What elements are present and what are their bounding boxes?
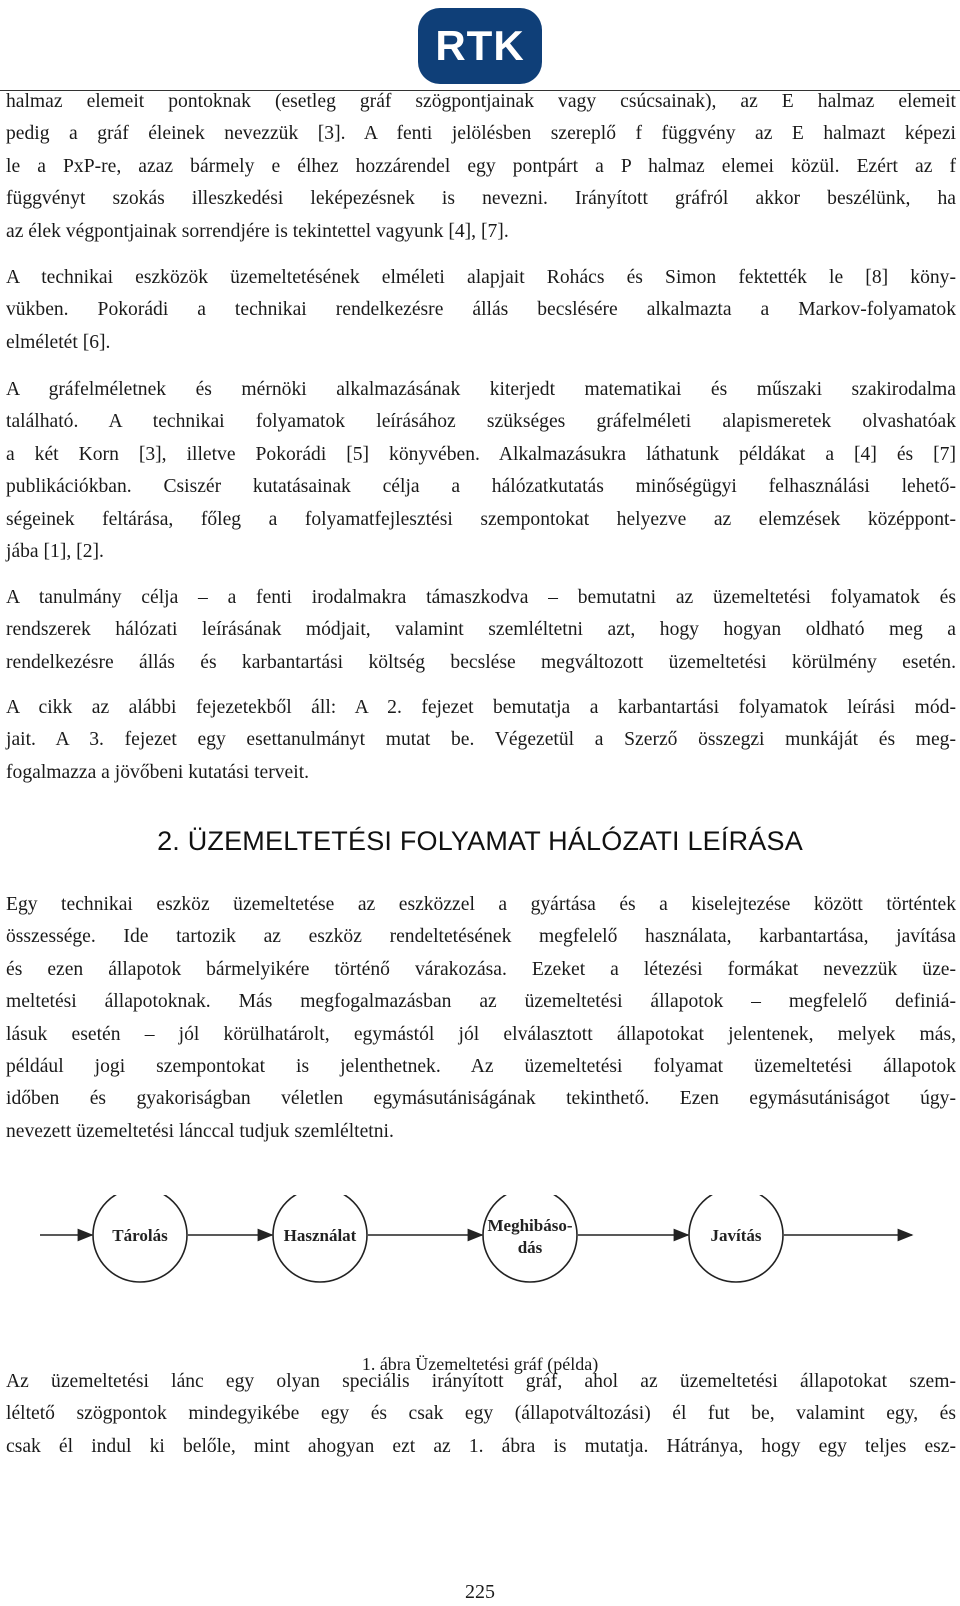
text-line: összessége. Ide tartozik az eszköz rendeltetésének megfelelő használata, karbantartása, javítása bbox=[6, 926, 956, 948]
text-line: és ezen állapotok bármelyikére történő várakozása. Ezeket a létezési formákat nevezzük üze- bbox=[6, 958, 956, 980]
node-label-line-2: dás bbox=[517, 1238, 543, 1257]
text-line: léltető szögpontok mindegyikébe egy és csak egy (állapotváltozási) él fut be, valamint egy, és bbox=[6, 1403, 956, 1425]
text-line: le a PxP-re, azaz bármely e élhez hozzárendel egy pontpárt a P halmaz elemei közül. Ezért az f bbox=[6, 155, 956, 177]
page-number: 225 bbox=[465, 1581, 495, 1603]
node-label-line-1: Meghibáso- bbox=[487, 1216, 573, 1235]
operation-graph-diagram bbox=[40, 1195, 920, 1335]
paragraph-graph-definition bbox=[6, 86, 956, 248]
text-line: jába [1], [2]. bbox=[6, 541, 104, 563]
text-line: A tanulmány célja – a fenti irodalmakra támaszkodva – bemutatni az üzemeltetési folyamatok és bbox=[6, 587, 956, 608]
text-line: függvényt szokás illeszkedési leképezésnek is nevezni. Irányított gráfról akkor beszélünk, ha bbox=[6, 188, 956, 210]
logo-text: RTK bbox=[435, 22, 525, 69]
node-repair bbox=[689, 1195, 783, 1282]
text-line: időben és gyakoriságban véletlen egymásutániságának tekinthető. Ezen egymásutániságot úgy- bbox=[6, 1088, 956, 1110]
text-line: publikációkban. Csiszér kutatásainak célja a hálózatkutatás minőségügyi felhasználási lehető- bbox=[6, 476, 956, 498]
text-line: például jogi szempontokat is jelenthetnek. Az üzemeltetési folyamat üzemeltetési állapotok bbox=[6, 1056, 956, 1078]
paragraph-literature bbox=[6, 374, 956, 568]
node-label: Tárolás bbox=[112, 1226, 168, 1245]
text-line: lásuk esetén – jól körülhatárolt, egymástól jól elválasztott állapotokat jelentenek, melyek más, bbox=[6, 1023, 956, 1045]
paragraph-operation-theory bbox=[6, 262, 956, 359]
node-label: Javítás bbox=[710, 1226, 762, 1245]
section-heading: 2. ÜZEMELTETÉSI FOLYAMAT HÁLÓZATI LEÍRÁSA bbox=[157, 826, 803, 856]
text-line: A technikai eszközök üzemeltetésének elméleti alapjait Rohács és Simon fektették le [8] köny- bbox=[6, 267, 956, 288]
text-line: A cikk az alábbi fejezetekből áll: A 2. fejezet bemutatja a karbantartási folyamatok leírási mód- bbox=[6, 697, 956, 718]
text-line: az élek végpontjainak sorrendjére is tekintettel vagyunk [4], [7]. bbox=[6, 220, 509, 242]
figure-caption: 1. ábra Üzemeltetési gráf (példa) bbox=[361, 1354, 599, 1374]
paragraph-structure bbox=[6, 692, 956, 789]
text-line: található. A technikai folyamatok leírásához szükséges gráfelméleti alapismeretek olvashatóak bbox=[6, 411, 956, 433]
node-failure bbox=[483, 1195, 577, 1282]
paragraph-operation-states bbox=[6, 889, 956, 1148]
text-line: rendszerek hálózati leírásának módjait, valamint szemléltetni azt, hogy hogyan oldható meg a bbox=[6, 619, 956, 641]
text-line: nevezett üzemeltetési lánccal tudjuk szemléltetni. bbox=[6, 1120, 394, 1142]
node-storage bbox=[93, 1195, 187, 1282]
paragraph-study-aim bbox=[6, 582, 956, 679]
node-usage bbox=[273, 1195, 367, 1282]
paragraph-operation-chain bbox=[6, 1366, 956, 1463]
text-line: vükben. Pokorádi a technikai rendelkezésre állás becslésére alkalmazta a Markov-folyamatok bbox=[6, 299, 956, 321]
node-label: Használat bbox=[283, 1226, 357, 1245]
text-line: meltetési állapotoknak. Más megfogalmazásban az üzemeltetési állapotok – megfelelő definiá- bbox=[6, 991, 956, 1013]
text-line: jait. A 3. fejezet egy esettanulmányt mutat be. Végezetül a Szerző összegzi munkáját és meg- bbox=[6, 729, 956, 751]
text-line: Egy technikai eszköz üzemeltetése az eszközzel a gyártása és a kiselejtezése között történtek bbox=[6, 894, 956, 915]
text-line: ségeinek feltárása, főleg a folyamatfejlesztési szempontokat helyezve az elemzések középpont- bbox=[6, 508, 956, 530]
text-line: Az üzemeltetési lánc egy olyan speciális irányított gráf, ahol az üzemeltetési állapotokat szem- bbox=[6, 1371, 956, 1392]
text-line: a két Korn [3], illetve Pokorádi [5] könyvében. Alkalmazásukra láthatunk példákat a [4] és [7] bbox=[6, 443, 956, 465]
text-line: csak él indul ki belőle, mint ahogyan ezt az 1. ábra is mutatja. Hátránya, hogy egy teljes esz- bbox=[6, 1435, 956, 1457]
text-line: pedig a gráf éleinek nevezzük [3]. A fenti jelölésben szereplő f függvény az E halmazt képezi bbox=[6, 123, 956, 145]
text-line: rendelkezésre állás és karbantartási költség becslése megváltozott üzemeltetési körülmény esetén. bbox=[6, 651, 956, 673]
text-line: elméletét [6]. bbox=[6, 331, 111, 353]
text-line: halmaz elemeit pontoknak (esetleg gráf szögpontjainak vagy csúcsainak), az E halmaz elemeit bbox=[6, 91, 956, 112]
rtk-logo bbox=[418, 8, 542, 84]
text-line: fogalmazza a jövőbeni kutatási terveit. bbox=[6, 761, 310, 783]
text-line: A gráfelméletnek és mérnöki alkalmazásának kiterjedt matematikai és műszaki szakirodalma bbox=[6, 379, 956, 400]
